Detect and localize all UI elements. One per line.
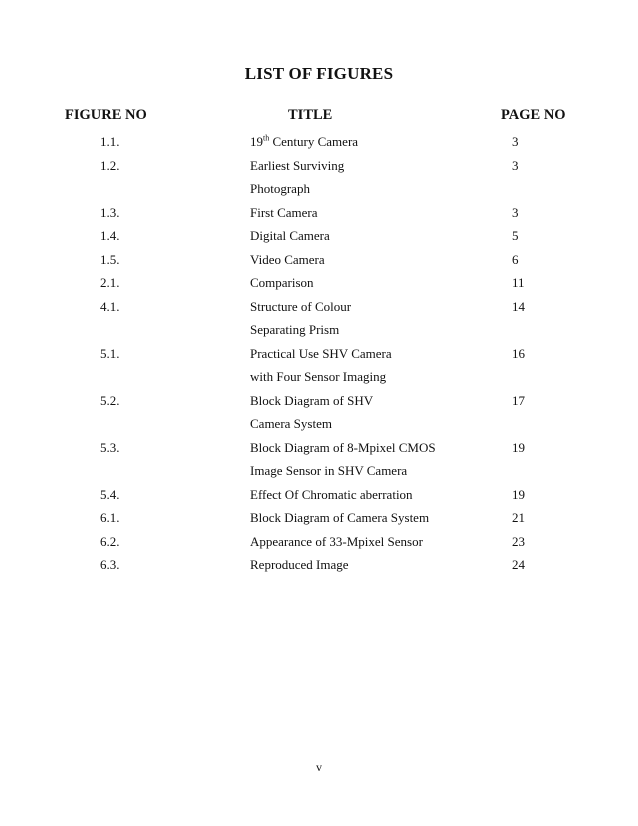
- table-row: [0, 295, 638, 342]
- figure-title: Photograph: [250, 181, 310, 196]
- table-row-line: [0, 177, 638, 201]
- table-row: [0, 130, 638, 154]
- table-row-line: [0, 506, 638, 530]
- figure-list: [0, 130, 638, 577]
- figure-title: Block Diagram of 8-Mpixel CMOS: [250, 439, 436, 455]
- figure-title: with Four Sensor Imaging: [250, 369, 387, 384]
- figure-number: 1.3.: [100, 204, 120, 220]
- table-row-line: [0, 130, 638, 154]
- page-reference: 3: [512, 134, 519, 149]
- figure-title: Block Diagram of Camera System: [250, 510, 430, 525]
- figure-title: Comparison: [250, 275, 314, 290]
- page-reference: 14: [512, 298, 525, 314]
- figure-title: Separating Prism: [250, 322, 340, 337]
- figure-title: Structure of Colour: [250, 298, 352, 314]
- page-reference: 19: [512, 439, 525, 455]
- page-reference: 16: [512, 345, 525, 361]
- page-reference: 17: [512, 392, 525, 408]
- table-header: [0, 107, 638, 127]
- table-row: [0, 224, 638, 248]
- figure-title: First Camera: [250, 204, 318, 220]
- table-row: [0, 248, 638, 272]
- figure-title: Digital Camera: [250, 228, 330, 243]
- page-reference: 6: [512, 251, 519, 267]
- table-row-line: [0, 553, 638, 577]
- figure-number: 1.2.: [100, 157, 120, 173]
- table-row: [0, 553, 638, 577]
- page-reference: 24: [512, 557, 525, 572]
- figure-number: 5.2.: [100, 392, 120, 408]
- page-reference: 3: [512, 204, 519, 220]
- figure-number: 1.5.: [100, 251, 120, 267]
- table-row-line: [0, 365, 638, 389]
- table-row-line: [0, 342, 638, 366]
- table-row-line: [0, 483, 638, 507]
- table-row: [0, 506, 638, 530]
- table-row: [0, 342, 638, 389]
- page-reference: 19: [512, 486, 525, 502]
- page-reference: 11: [512, 275, 525, 290]
- table-row-line: [0, 436, 638, 460]
- table-row-line: [0, 201, 638, 225]
- table-row-line: [0, 389, 638, 413]
- figure-title: Video Camera: [250, 251, 325, 267]
- figure-title: Appearance of 33-Mpixel Sensor: [250, 533, 423, 549]
- figure-number: 6.2.: [100, 533, 120, 549]
- column-header-title: TITLE: [288, 107, 333, 123]
- table-row-line: [0, 412, 638, 436]
- table-row-line: [0, 295, 638, 319]
- figure-number: 5.1.: [100, 345, 120, 361]
- figure-title: Effect Of Chromatic aberration: [250, 486, 413, 502]
- figure-title: 19th Century Camera: [250, 133, 359, 149]
- figure-number: 6.3.: [100, 557, 120, 572]
- page-reference: 21: [512, 510, 525, 525]
- figure-title: Practical Use SHV Camera: [250, 345, 392, 361]
- column-header-figure-no: FIGURE NO: [65, 107, 147, 123]
- figure-title: Reproduced Image: [250, 557, 349, 572]
- table-row: [0, 483, 638, 507]
- table-row: [0, 271, 638, 295]
- figure-number: 1.1.: [100, 134, 120, 149]
- table-row: [0, 201, 638, 225]
- figure-number: 5.3.: [100, 439, 120, 455]
- figure-number: 5.4.: [100, 486, 120, 502]
- table-row-line: [0, 530, 638, 554]
- superscript: th: [263, 133, 270, 143]
- table-row-line: [0, 154, 638, 178]
- page-number: v: [316, 760, 322, 774]
- figure-number: 4.1.: [100, 298, 120, 314]
- table-row-line: [0, 224, 638, 248]
- figure-title: Block Diagram of SHV: [250, 392, 374, 408]
- column-header-page-no: PAGE NO: [501, 107, 566, 123]
- page-title: LIST OF FIGURES: [244, 64, 394, 83]
- table-row-line: [0, 318, 638, 342]
- page-reference: 3: [512, 157, 519, 173]
- figure-title: Image Sensor in SHV Camera: [250, 463, 408, 478]
- table-row: [0, 389, 638, 436]
- table-row-line: [0, 248, 638, 272]
- figure-number: 1.4.: [100, 228, 120, 243]
- figure-title: Earliest Surviving: [250, 157, 345, 173]
- figure-number: 2.1.: [100, 275, 120, 290]
- table-row: [0, 154, 638, 201]
- figure-number: 6.1.: [100, 510, 120, 525]
- table-row: [0, 436, 638, 483]
- table-row-line: [0, 459, 638, 483]
- table-row: [0, 530, 638, 554]
- page-reference: 23: [512, 533, 525, 549]
- table-row-line: [0, 271, 638, 295]
- page-reference: 5: [512, 228, 519, 243]
- figure-title: Camera System: [250, 416, 332, 431]
